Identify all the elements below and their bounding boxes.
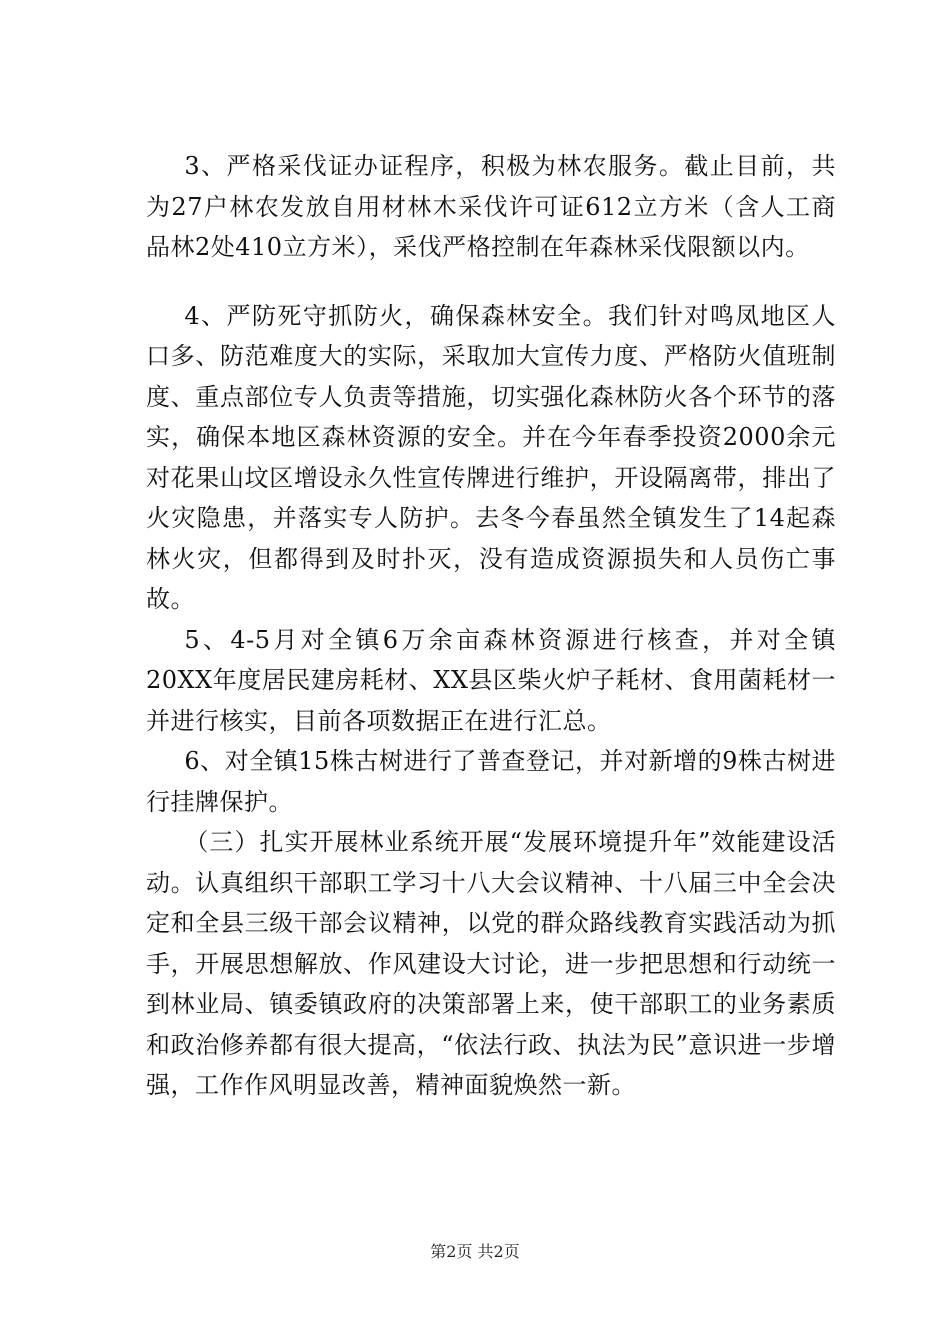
- page-number-footer: 第2页 共2页: [430, 1242, 520, 1261]
- paragraph-fire-prevention: 4、严防死守抓防火，确保森林安全。我们针对鸣凤地区人口多、防范难度大的实际，采取加大宣传力度、严格防火值班制度、重点部位专人负责等措施，切实强化森林防火各个环节的落实，确保本地区森林资源的安全。并在今年春季投资2000余元对花果山坟区增设永久性宣传牌进行维护，开设隔离带，排出了火灾隐患，并落实专人防护。去冬今春虽然全镇发生了14起森林火灾，但都得到及时扑灭，没有造成资源损失和人员伤亡事故。: [146, 301, 836, 613]
- paragraph-timber-permit: 3、严格采伐证办证程序，积极为林农服务。截止目前，共为27户林农发放自用材林木采伐许可证612立方米（含人工商品林2处410立方米），采伐严格控制在年森林采伐限额以内。: [146, 152, 836, 261]
- paragraph-forest-audit: 5、4-5月对全镇6万余亩森林资源进行核查，并对全镇20XX年度居民建房耗材、XX县区柴火炉子耗材、食用菌耗材一并进行核实，目前各项数据正在进行汇总。: [146, 625, 836, 735]
- document-body: [146, 146, 836, 1106]
- paragraph-efficiency-campaign: （三）扎实开展林业系统开展“发展环境提升年”效能建设活动。认真组织干部职工学习十八大会议精神、十八届三中全会决定和全县三级干部会议精神，以党的群众路线教育实践活动为抓手，开展思想解放、作风建设大讨论，进一步把思想和行动统一到林业局、镇委镇政府的决策部署上来，使干部职工的业务素质和政治修养都有很大提高，“依法行政、执法为民”意识进一步增强，工作作风明显改善，精神面貌焕然一新。: [146, 828, 836, 1099]
- paragraph-ancient-trees: 6、对全镇15株古树进行了普查登记，并对新增的9株古树进行挂牌保护。: [146, 747, 836, 816]
